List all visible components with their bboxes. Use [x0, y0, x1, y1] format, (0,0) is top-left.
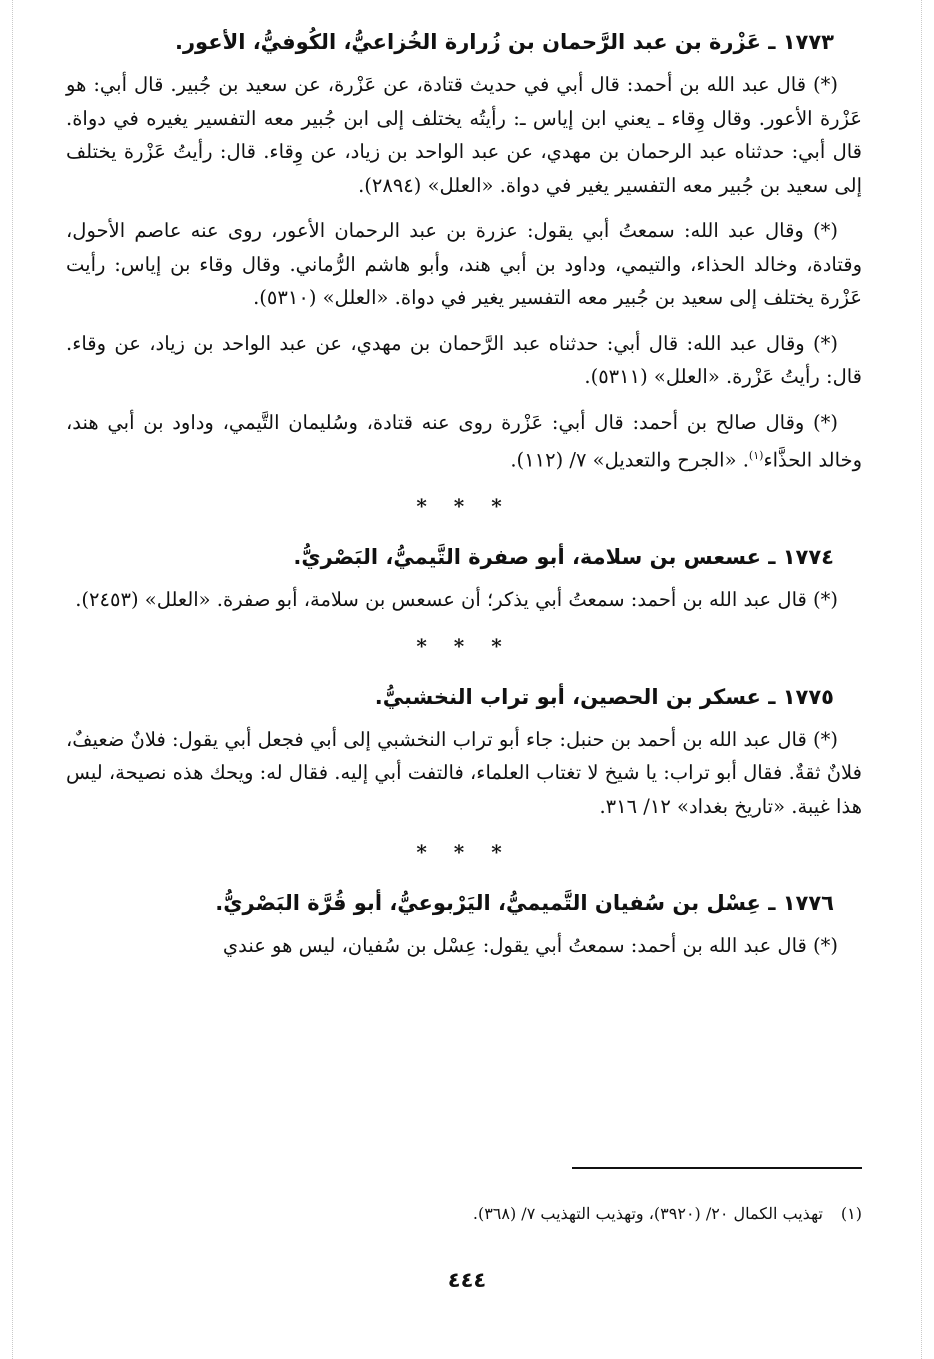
entry-1774: [66, 537, 862, 617]
narration-paragraph: (*) قال عبد الله بن أحمد بن حنبل: جاء أبو تراب النخشبي إلى أبي فجعل أبي يقول: فلانٌ ضعيفٌ، فلانٌ ثقةٌ. فقال أبو تراب: يا شيخ لا تغتاب العلماء، فالتفت أبي إليه. فقال له: ويحك هذه نصيحة، ليس هذا غيبة. «تاريخ بغداد» ١٢/ ٣١٦.: [66, 727, 862, 818]
entry-1775: [66, 677, 862, 824]
section-divider: * * *: [416, 840, 512, 864]
entry-heading: ١٧٧٦ ـ عِسْل بن سُفيان التَّميميُّ، اليَرْبوعيُّ، أبو قُرَّة البَصْريُّ.: [215, 891, 834, 915]
footnote-separator: [572, 1167, 862, 1169]
right-margin-mark: [921, 0, 922, 1359]
entry-heading: ١٧٧٤ ـ عسعس بن سلامة، أبو صفرة التَّيميُّ، البَصْريُّ.: [293, 545, 834, 569]
entry-heading: ١٧٧٣ ـ عَزْرة بن عبد الرَّحمان بن زُرارة الخُزاعيُّ، الكُوفيُّ، الأعور.: [174, 30, 834, 54]
entry-1776: [66, 883, 862, 963]
page-number: ٤٤٤: [447, 1268, 487, 1292]
narration-paragraph: (*) وقال عبد الله: قال أبي: حدثناه عبد الرَّحمان بن مهدي، عن عبد الواحد بن زياد، عن وقاء. قال: رأيتُ عَزْرة. «العلل» (٥٣١١).: [66, 331, 862, 388]
footnote-reference[interactable]: (١): [748, 449, 764, 462]
entry-1773: [66, 22, 862, 477]
footnote-number: (١): [840, 1204, 862, 1223]
section-divider: * * *: [416, 494, 512, 518]
narration-tail: . «الجرح والتعديل» ٧/ (١١٢).: [510, 448, 749, 472]
narration-paragraph: (*) قال عبد الله بن أحمد: سمعتُ أبي يقول: عِسْل بن سُفيان، ليس هو عندي: [222, 934, 838, 957]
narration-text: (*) وقال صالح بن أحمد: قال أبي: عَزْرة روى عنه قتادة، وسُليمان التَّيمي، وداود بن أبي هند، وخالد الحذَّاء: [66, 410, 862, 472]
entry-heading: ١٧٧٥ ـ عسكر بن الحصين، أبو تراب النخشبيُّ.: [374, 684, 834, 709]
narration-paragraph: (*) قال عبد الله بن أحمد: قال أبي في حديث قتادة، عن عَزْرة، عن سعيد بن جُبير. قال أبي: هو عَزْرة الأعور. وقال وِقاء ـ يعني ابن إياس ـ: رأيتُه يختلف إلى ابن جُبير معه التفسير يغيره في دواة. قال أبي: حدثناه عبد الرحمان بن مهدي، عن عبد الواحد بن زياد، عن وِقاء. قال: رأيتُ عَزْرة يختلف إلى سعيد بن جُبير معه التفسير يغير في دواة. «العلل» (٢٨٩٤).: [66, 73, 862, 197]
section-divider: * * *: [416, 633, 512, 658]
footnote-text: تهذيب الكمال ٢٠/ (٣٩٢٠)، وتهذيب التهذيب ٧/ (٣٦٨).: [472, 1204, 823, 1223]
left-margin-mark: [12, 0, 13, 1359]
narration-paragraph: (*) وقال عبد الله: سمعتُ أبي يقول: عزرة بن عبد الرحمان الأعور، روى عنه عاصم الأحول، وقتادة، وخالد الحذاء، والتيمي، وداود بن أبي هند، وأبو هاشم الرُّماني. وقال وقاء بن إياس: رأيت عَزْرة يختلف إلى سعيد بن جُبير معه التفسير يغير في دواة. «العلل» (٥٣١٠).: [66, 219, 862, 309]
narration-paragraph: [66, 406, 862, 478]
page-body: [66, 22, 862, 963]
narration-paragraph: (*) قال عبد الله بن أحمد: سمعتُ أبي يذكر؛ أن عسعس بن سلامة، أبو صفرة. «العلل» (٢٤٥٣).: [75, 588, 838, 611]
footnote: [342, 1201, 862, 1227]
